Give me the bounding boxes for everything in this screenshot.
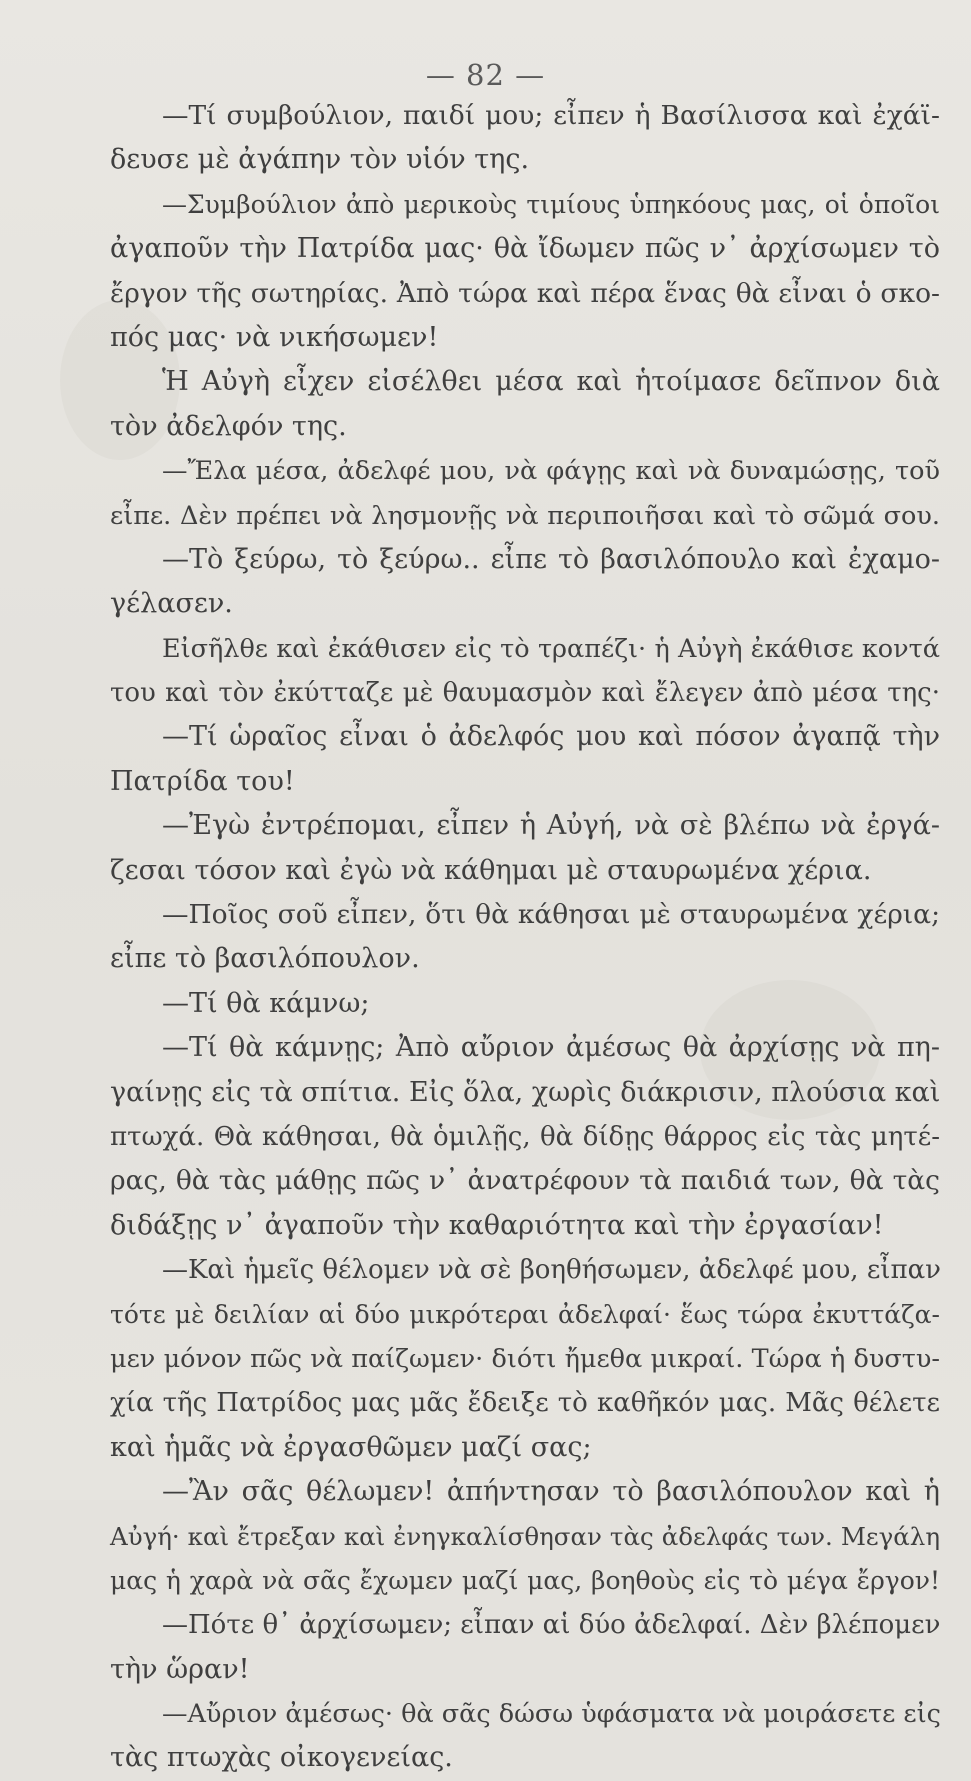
page-number: — 82 —	[425, 58, 546, 92]
text-line: —Τὸ ξεύρω, τὸ ξεύρω.. εἶπε τὸ βασιλόπουλο καὶ ἐχαμο-	[162, 543, 940, 575]
text-line: Πατρίδα του!	[110, 765, 295, 797]
text-line: —Ἐγὼ ἐντρέπομαι, εἶπεν ἡ Αὐγή, νὰ σὲ βλέπω νὰ ἐργά-	[162, 810, 940, 842]
text-line: —Πότε θ᾽ ἀρχίσωμεν; εἶπαν αἱ δύο ἀδελφαί. Δὲν βλέπομεν	[162, 1610, 941, 1641]
text-line: εἶπε τὸ βασιλόπουλον.	[110, 943, 420, 975]
text-line: ρας, θὰ τὰς μάθῃς πῶς ν᾽ ἀνατρέφουν τὰ παιδιά των, θὰ τὰς	[110, 1165, 940, 1197]
text-line: τότε μὲ δειλίαν αἱ δύο μικρότεραι ἀδελφαί· ἕως τώρα ἐκυττάζα-	[110, 1299, 940, 1329]
text-line: —Συμβούλιον ἀπὸ μερικοὺς τιμίους ὑπηκόους μας, οἱ ὁποῖοι	[162, 189, 940, 219]
text-line: του καὶ τὸν ἐκύτταζε μὲ θαυμασμὸν καὶ ἔλεγεν ἀπὸ μέσα της·	[110, 678, 940, 709]
text-line: τὴν ὥραν!	[110, 1653, 250, 1685]
text-line: —Καὶ ἡμεῖς θέλομεν νὰ σὲ βοηθήσωμεν, ἀδελφέ μου, εἶπαν	[162, 1255, 941, 1286]
text-line: τὰς πτωχὰς οἰκογενείας.	[110, 1742, 453, 1774]
text-line: γαίνῃς εἰς τὰ σπίτια. Εἰς ὅλα, χωρὶς διάκρισιν, πλούσια καὶ	[110, 1076, 941, 1108]
text-line: —Αὔριον ἀμέσως· θὰ σᾶς δώσω ὑφάσματα νὰ μοιράσετε εἰς	[162, 1699, 941, 1730]
text-line: καὶ ἡμᾶς νὰ ἐργασθῶμεν μαζί σας;	[110, 1431, 592, 1463]
text-line: Ἡ Αὐγὴ εἶχεν εἰσέλθει μέσα καὶ ἡτοίμασε δεῖπνον διὰ	[162, 366, 940, 398]
text-line: πός μας· νὰ νικήσωμεν!	[110, 321, 439, 353]
text-line: —Ἔλα μέσα, ἀδελφέ μου, νὰ φάγῃς καὶ νὰ δυναμώσῃς, τοῦ	[162, 456, 940, 487]
text-line: —Ποῖος σοῦ εἶπεν, ὅτι θὰ κάθησαι μὲ σταυρωμένα χέρια;	[162, 899, 940, 931]
text-line: Εἰσῆλθε καὶ ἐκάθισεν εἰς τὸ τραπέζι· ἡ Αὐγὴ ἐκάθισε κοντά	[162, 633, 940, 664]
text-line: ζεσαι τόσον καὶ ἐγὼ νὰ κάθημαι μὲ σταυρωμένα χέρια.	[110, 854, 872, 886]
body-text	[110, 94, 940, 1781]
text-line: διδάξῃς ν᾽ ἀγαποῦν τὴν καθαριότητα καὶ τὴν ἐργασίαν!	[110, 1209, 884, 1241]
text-line: —Τί συμβούλιον, παιδί μου; εἶπεν ἡ Βασίλισσα καὶ ἐχάϊ-	[162, 100, 940, 131]
text-line: ἔργον τῆς σωτηρίας. Ἀπὸ τώρα καὶ πέρα ἕνας θὰ εἶναι ὁ σκο-	[110, 277, 940, 309]
text-line: γέλασεν.	[110, 588, 233, 620]
text-line: δευσε μὲ ἀγάπην τὸν υἱόν της.	[110, 144, 530, 176]
text-line: Αὐγή· καὶ ἔτρεξαν καὶ ἐνηγκαλίσθησαν τὰς ἀδελφάς των. Μεγάλη	[110, 1521, 940, 1551]
text-line: τὸν ἀδελφόν της.	[110, 410, 347, 442]
text-line: χία τῆς Πατρίδος μας μᾶς ἔδειξε τὸ καθῆκόν μας. Μᾶς θέλετε	[110, 1388, 940, 1419]
text-line: —Ἂν σᾶς θέλωμεν! ἀπήντησαν τὸ βασιλόπουλον καὶ ἡ	[162, 1476, 940, 1508]
text-line: —Τί θὰ κάμνω;	[162, 987, 370, 1019]
text-line: μας ἡ χαρὰ νὰ σᾶς ἔχωμεν μαζί μας, βοηθοὺς εἰς τὸ μέγα ἔργον!	[110, 1565, 940, 1595]
text-line: εἶπε. Δὲν πρέπει νὰ λησμονῇς νὰ περιποιῆσαι καὶ τὸ σῶμά σου.	[110, 500, 940, 531]
text-line: —Τί ὡραῖος εἶναι ὁ ἀδελφός μου καὶ πόσον ἀγαπᾷ τὴν	[162, 721, 940, 753]
text-line: —Τί θὰ κάμνῃς; Ἀπὸ αὔριον ἀμέσως θὰ ἀρχίσῃς νὰ πη-	[162, 1032, 940, 1064]
text-line: πτωχά. Θὰ κάθησαι, θὰ ὁμιλῇς, θὰ δίδῃς θάρρος εἰς τὰς μητέ-	[110, 1121, 940, 1152]
text-line: μεν μόνον πῶς νὰ παίζωμεν· διότι ἤμεθα μικραί. Τώρα ἡ δυστυ-	[110, 1343, 940, 1374]
text-line: ἀγαποῦν τὴν Πατρίδα μας· θὰ ἴδωμεν πῶς ν᾽ ἀρχίσωμεν τὸ	[110, 233, 940, 265]
